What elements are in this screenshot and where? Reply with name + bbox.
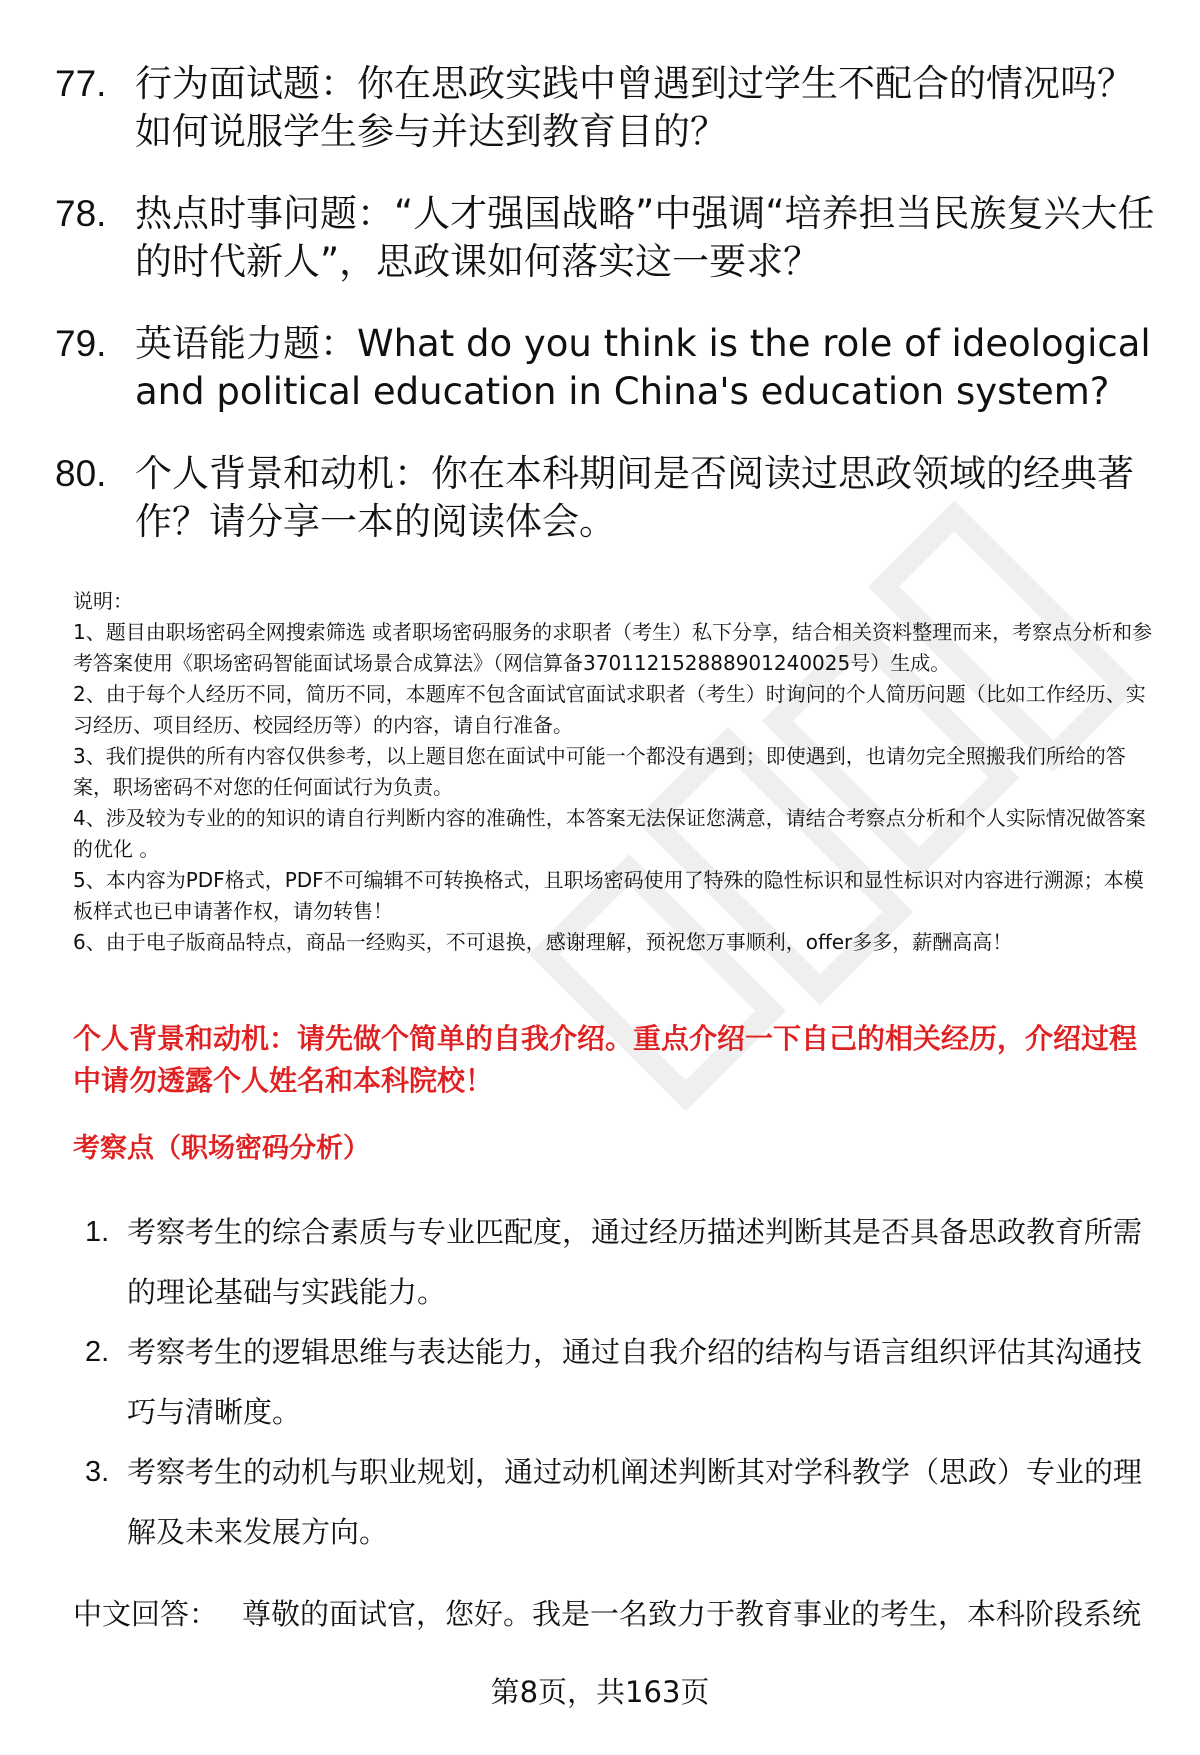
question-item <box>55 190 1155 286</box>
analysis-point <box>85 1202 1145 1322</box>
note-item: 6、由于电子版商品特点，商品一经购买，不可退换，感谢理解，预祝您万事顺利，offer多多，薪酬高高！ <box>73 930 1013 954</box>
notes-block <box>73 586 1158 958</box>
answer-text: 尊敬的面试官，您好。我是一名致力于教育事业的考生，本科阶段系统 <box>242 1597 1142 1631</box>
notes-title: 说明： <box>73 589 133 613</box>
question-number: 80. <box>55 453 107 494</box>
question-item <box>55 60 1155 156</box>
question-item <box>55 320 1155 416</box>
answer-paragraph <box>73 1592 1163 1636</box>
analysis-point <box>85 1442 1145 1562</box>
note-item: 4、涉及较为专业的的知识的请自行判断内容的准确性，本答案无法保证您满意，请结合考察点分析和个人实际情况做答案的优化 。 <box>73 806 1146 861</box>
point-text: 考察考生的综合素质与专业匹配度，通过经历描述判断其是否具备思政教育所需的理论基础与实践能力。 <box>127 1215 1143 1309</box>
question-item <box>55 450 1155 546</box>
point-number: 1. <box>85 1216 110 1248</box>
point-text: 考察考生的动机与职业规划，通过动机阐述判断其对学科教学（思政）专业的理解及未来发展方向。 <box>127 1455 1143 1549</box>
question-text: 英语能力题：What do you think is the role of ideological and political education in China's education system? <box>135 322 1151 413</box>
question-text: 个人背景和动机：你在本科期间是否阅读过思政领域的经典著作？请分享一本的阅读体会。 <box>135 452 1134 543</box>
question-number: 79. <box>55 323 107 364</box>
question-list <box>55 60 1155 580</box>
answer-label: 中文回答： <box>73 1597 219 1631</box>
note-item: 1、题目由职场密码全网搜索筛选 或者职场密码服务的求职者（考生）私下分享，结合相关资料整理而来，考察点分析和参考答案使用《职场密码智能面试场景合成算法》（网信算备370112152888901240025号）生成。 <box>73 620 1153 675</box>
question-text: 热点时事问题：“人才强国战略”中强调“培养担当民族复兴大任的时代新人”，思政课如何落实这一要求？ <box>135 192 1155 283</box>
point-number: 3. <box>85 1456 110 1488</box>
section-heading: 个人背景和动机：请先做个简单的自我介绍。重点介绍一下自己的相关经历，介绍过程中请勿透露个人姓名和本科院校！ <box>73 1022 1138 1097</box>
analysis-subheading: 考察点（职场密码分析） <box>73 1133 370 1164</box>
question-number: 77. <box>55 63 107 104</box>
question-number: 78. <box>55 193 107 234</box>
note-item: 2、由于每个人经历不同，简历不同，本题库不包含面试官面试求职者（考生）时询问的个人简历问题（比如工作经历、实习经历、项目经历、校园经历等）的内容，请自行准备。 <box>73 682 1146 737</box>
note-item: 3、我们提供的所有内容仅供参考，以上题目您在面试中可能一个都没有遇到；即使遇到，也请勿完全照搬我们所给的答案，职场密码不对您的任何面试行为负责。 <box>73 744 1126 799</box>
question-text: 行为面试题：你在思政实践中曾遇到过学生不配合的情况吗？如何说服学生参与并达到教育目的？ <box>135 62 1134 153</box>
note-item: 5、本内容为PDF格式，PDF不可编辑不可转换格式，且职场密码使用了特殊的隐性标识和显性标识对内容进行溯源；本模板样式也已申请著作权，请勿转售！ <box>73 868 1144 923</box>
page-number: 第8页，共163页 <box>490 1675 710 1709</box>
analysis-points <box>85 1202 1145 1562</box>
analysis-point <box>85 1322 1145 1442</box>
point-text: 考察考生的逻辑思维与表达能力，通过自我介绍的结构与语言组织评估其沟通技巧与清晰度。 <box>127 1335 1143 1429</box>
point-number: 2. <box>85 1336 110 1368</box>
